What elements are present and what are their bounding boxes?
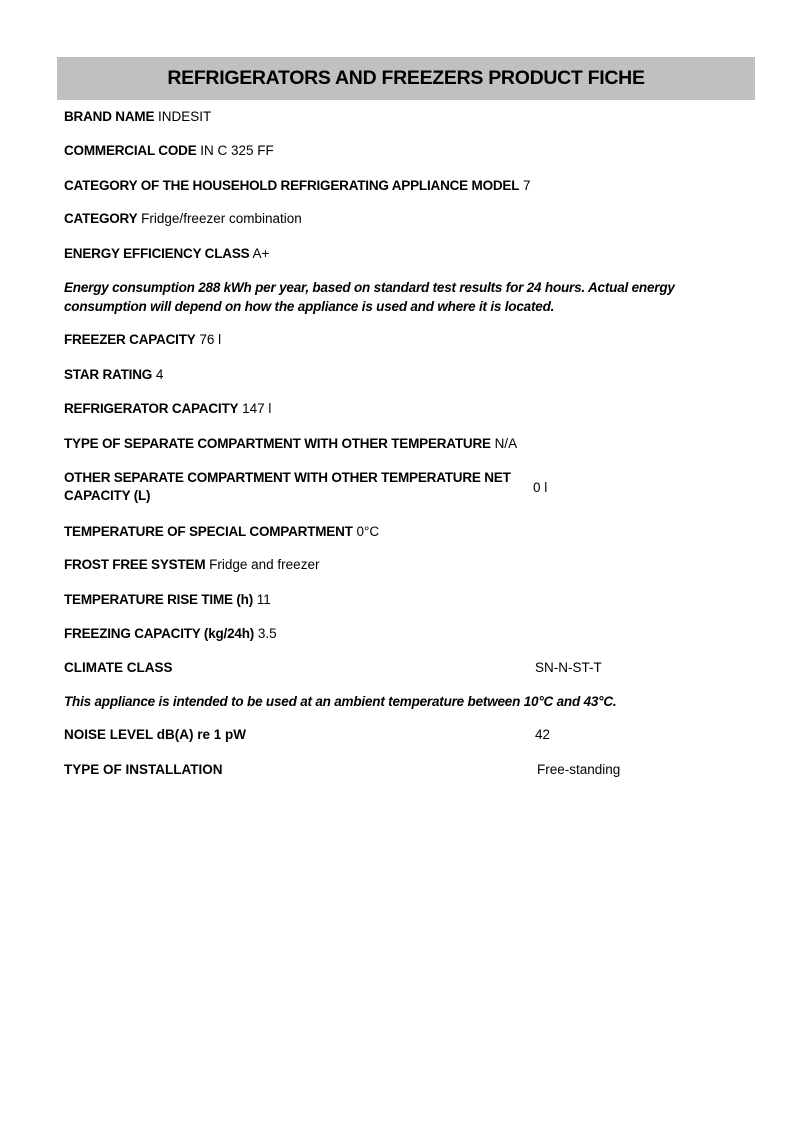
field-installation-type-label: TYPE OF INSTALLATION [64, 762, 223, 777]
field-other-compartment-value: 0 l [533, 480, 548, 495]
field-brand-name: BRAND NAME INDESIT [64, 109, 212, 124]
field-energy-efficiency-class: ENERGY EFFICIENCY CLASS A+ [64, 246, 270, 261]
field-star-rating: STAR RATING 4 [64, 367, 164, 382]
page-title: REFRIGERATORS AND FREEZERS PRODUCT FICHE [167, 67, 645, 89]
field-other-compartment-label: OTHER SEPARATE COMPARTMENT WITH OTHER TEMPERATURE NET CAPACITY (L) [64, 470, 511, 503]
field-freezer-capacity: FREEZER CAPACITY 76 l [64, 332, 222, 347]
field-freezing-capacity: FREEZING CAPACITY (kg/24h) 3.5 [64, 626, 277, 641]
field-noise-level-value: 42 [535, 727, 551, 742]
field-frost-free-system: FROST FREE SYSTEM Fridge and freezer [64, 557, 320, 572]
field-climate-class-value: SN-N-ST-T [535, 660, 602, 675]
field-special-compartment-temperature: TEMPERATURE OF SPECIAL COMPARTMENT 0°C [64, 524, 380, 539]
field-temperature-rise-time: TEMPERATURE RISE TIME (h) 11 [64, 592, 271, 607]
fiche-header [57, 57, 755, 100]
field-commercial-code: COMMERCIAL CODE IN C 325 FF [64, 143, 274, 158]
ambient-temperature-note: This appliance is intended to be used at an ambient temperature between 10°C and 43°C. [64, 694, 617, 709]
field-installation-type-value: Free-standing [537, 762, 621, 777]
field-climate-class-label: CLIMATE CLASS [64, 660, 173, 675]
field-refrigerator-capacity: REFRIGERATOR CAPACITY 147 l [64, 401, 272, 416]
field-noise-level-label: NOISE LEVEL dB(A) re 1 pW [64, 727, 247, 742]
field-appliance-model-category: CATEGORY OF THE HOUSEHOLD REFRIGERATING APPLIANCE MODEL 7 [64, 178, 531, 193]
field-separate-compartment-type: TYPE OF SEPARATE COMPARTMENT WITH OTHER TEMPERATURE N/A [64, 436, 518, 451]
energy-consumption-note: Energy consumption 288 kWh per year, based on standard test results for 24 hours. Actual energy consumption will depend on how the appliance is used and where it is located. [64, 280, 675, 314]
field-category: CATEGORY Fridge/freezer combination [64, 211, 302, 226]
